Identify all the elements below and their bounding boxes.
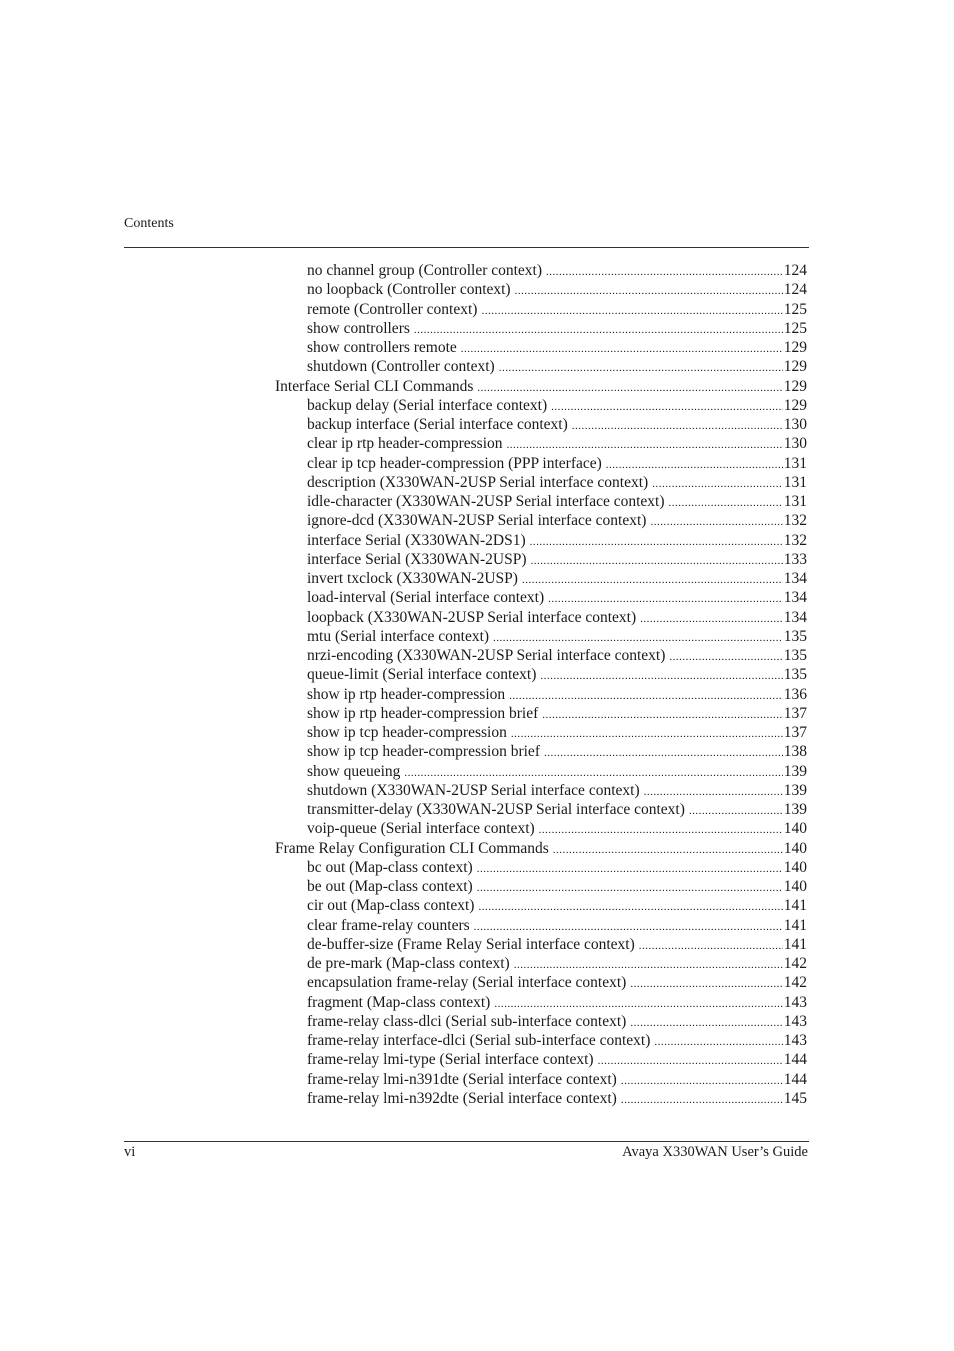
toc-entry-page: 131 — [783, 473, 807, 491]
toc-entry[interactable] — [307, 685, 807, 704]
toc-entry[interactable] — [307, 300, 807, 319]
toc-dot-leader — [514, 956, 783, 975]
toc-section-entry[interactable] — [275, 839, 807, 858]
toc-dot-leader — [507, 436, 783, 455]
toc-dot-leader — [511, 725, 783, 744]
page-number: vi — [124, 1144, 136, 1160]
toc-dot-leader — [477, 860, 783, 879]
toc-entry-label: load-interval (Serial interface context) — [307, 589, 545, 607]
header-rule — [124, 247, 809, 248]
toc-entry-page: 138 — [783, 743, 807, 761]
toc-entry-page: 131 — [783, 454, 807, 472]
toc-entry-label: show queueing — [307, 762, 401, 780]
toc-entry-label: clear frame-relay counters — [307, 916, 470, 934]
toc-entry-label: nrzi-encoding (X330WAN-2USP Serial interface context) — [307, 647, 666, 664]
toc-entry-label: frame-relay interface-dlci (Serial sub-interface context) — [307, 1032, 651, 1049]
toc-dot-leader — [539, 821, 783, 840]
toc-entry[interactable] — [307, 916, 807, 935]
toc-dot-leader — [669, 494, 783, 513]
toc-entry[interactable] — [307, 935, 807, 954]
toc-entry-label: description (X330WAN-2USP Serial interface context) — [307, 473, 649, 491]
toc-entry[interactable] — [307, 646, 807, 665]
toc-entry-label: show ip tcp header-compression brief — [307, 743, 540, 761]
toc-entry-label: shutdown (Controller context) — [307, 358, 495, 376]
toc-entry[interactable] — [307, 665, 807, 684]
toc-entry-page: 135 — [783, 666, 807, 684]
toc-entry[interactable] — [307, 1031, 807, 1050]
toc-dot-leader — [644, 783, 783, 802]
toc-entry-label: voip-queue (Serial interface context) — [307, 820, 535, 838]
toc-section-entry[interactable] — [275, 377, 807, 396]
toc-entry[interactable] — [307, 973, 807, 992]
toc-entry-page: 142 — [783, 955, 807, 972]
toc-entry[interactable] — [307, 627, 807, 646]
toc-entry-page: 140 — [783, 820, 807, 838]
toc-entry-page: 143 — [783, 993, 807, 1011]
toc-entry[interactable] — [307, 1070, 807, 1089]
toc-entry[interactable] — [307, 1050, 807, 1069]
toc-entry-page: 132 — [783, 512, 807, 530]
toc-entry-page: 139 — [783, 762, 807, 780]
toc-entry[interactable] — [307, 819, 807, 838]
toc-entry-page: 134 — [783, 570, 807, 587]
toc-entry-label: fragment (Map-class context) — [307, 993, 491, 1011]
toc-dot-leader — [654, 1033, 782, 1052]
toc-dot-leader — [461, 340, 783, 359]
toc-dot-leader — [598, 1052, 783, 1071]
toc-entry-page: 142 — [783, 974, 807, 992]
toc-entry[interactable] — [307, 1012, 807, 1031]
toc-entry-label: invert txclock (X330WAN-2USP) — [307, 570, 518, 587]
toc-dot-leader — [404, 764, 782, 783]
toc-entry-label: frame-relay class-dlci (Serial sub-interface context) — [307, 1012, 627, 1030]
running-header: Contents — [124, 216, 174, 231]
book-title: Avaya X330WAN User’s Guide — [622, 1144, 808, 1160]
toc-entry-page: 135 — [783, 647, 807, 664]
toc-entry-label: be out (Map-class context) — [307, 878, 473, 895]
toc-entry[interactable] — [307, 858, 807, 877]
toc-entry-label: loopback (X330WAN-2USP Serial interface context) — [307, 608, 637, 626]
toc-dot-leader — [572, 417, 783, 436]
toc-entry[interactable] — [307, 896, 807, 915]
toc-dot-leader — [652, 475, 783, 494]
toc-entry-label: frame-relay lmi-n392dte (Serial interface context) — [307, 1089, 617, 1107]
toc-entry-page: 139 — [783, 781, 807, 799]
toc-entry-label: encapsulation frame-relay (Serial interface context) — [307, 974, 627, 992]
toc-dot-leader — [640, 610, 783, 629]
toc-entry-label: shutdown (X330WAN-2USP Serial interface context) — [307, 781, 640, 799]
toc-entry[interactable] — [307, 588, 807, 607]
toc-entry-page: 141 — [783, 897, 807, 915]
toc-entry-page: 133 — [783, 550, 807, 568]
toc-entry-page: 135 — [783, 627, 807, 645]
toc-entry[interactable] — [307, 357, 807, 376]
toc-entry-label: show ip rtp header-compression — [307, 685, 506, 703]
toc-entry-label: cir out (Map-class context) — [307, 897, 475, 915]
toc-dot-leader — [689, 802, 783, 821]
toc-entry-page: 134 — [783, 608, 807, 626]
toc-entry-label: bc out (Map-class context) — [307, 858, 473, 876]
toc-dot-leader — [515, 282, 783, 301]
toc-entry-page: 129 — [783, 377, 807, 395]
toc-dot-leader — [669, 648, 782, 667]
toc-entry-page: 141 — [783, 935, 807, 953]
toc-entry-page: 143 — [783, 1032, 807, 1049]
toc-entry[interactable] — [307, 569, 807, 588]
toc-entry-label: frame-relay lmi-n391dte (Serial interface context) — [307, 1070, 617, 1088]
toc-entry-page: 140 — [783, 878, 807, 895]
toc-entry[interactable] — [307, 338, 807, 357]
toc-entry-label: no channel group (Controller context) — [307, 262, 543, 279]
toc-entry[interactable] — [307, 531, 807, 550]
toc-entry-label: show ip rtp header-compression brief — [307, 704, 539, 722]
toc-entry-page: 134 — [783, 589, 807, 607]
toc-entry[interactable] — [307, 550, 807, 569]
toc-dot-leader — [606, 456, 783, 475]
toc-entry-page: 132 — [783, 531, 807, 549]
toc-entry[interactable] — [307, 454, 807, 473]
toc-entry-label: backup interface (Serial interface context) — [307, 416, 568, 433]
toc-entry-page: 125 — [783, 319, 807, 337]
toc-entry[interactable] — [307, 608, 807, 627]
toc-entry-label: clear ip tcp header-compression (PPP interface) — [307, 454, 602, 472]
toc-entry-page: 129 — [783, 396, 807, 414]
toc-entry-label: Frame Relay Configuration CLI Commands — [275, 839, 549, 857]
toc-entry[interactable] — [307, 954, 807, 973]
toc-dot-leader — [542, 706, 782, 725]
toc-dot-leader — [474, 918, 783, 937]
toc-dot-leader — [509, 687, 783, 706]
toc-entry-label: no loopback (Controller context) — [307, 281, 511, 299]
toc-entry-page: 145 — [783, 1089, 807, 1107]
toc-entry[interactable] — [307, 781, 807, 800]
toc-entry-label: queue-limit (Serial interface context) — [307, 666, 537, 684]
toc-dot-leader — [540, 667, 782, 686]
toc-entry[interactable] — [307, 1089, 807, 1108]
toc-entry-label: show ip tcp header-compression — [307, 724, 507, 741]
toc-entry-page: 129 — [783, 358, 807, 376]
toc-dot-leader — [639, 937, 783, 956]
toc-entry-label: de-buffer-size (Frame Relay Serial interface context) — [307, 935, 635, 953]
toc-entry[interactable] — [307, 492, 807, 511]
toc-entry[interactable] — [307, 723, 807, 742]
toc-entry-page: 136 — [783, 685, 807, 703]
toc-dot-leader — [494, 995, 782, 1014]
toc-entry-page: 130 — [783, 416, 807, 433]
toc-entry-page: 140 — [783, 858, 807, 876]
toc-dot-leader — [548, 590, 783, 609]
toc-entry-page: 137 — [783, 704, 807, 722]
toc-dot-leader — [553, 841, 783, 860]
toc-entry-page: 124 — [783, 262, 807, 279]
toc-entry-label: de pre-mark (Map-class context) — [307, 955, 510, 972]
toc-entry[interactable] — [307, 877, 807, 896]
toc-entry-label: idle-character (X330WAN-2USP Serial interface context) — [307, 493, 665, 510]
toc-dot-leader — [522, 571, 783, 590]
toc-entry-label: mtu (Serial interface context) — [307, 627, 490, 645]
toc-dot-leader — [621, 1072, 783, 1091]
toc-entry[interactable] — [307, 742, 807, 761]
toc-entry-label: remote (Controller context) — [307, 300, 478, 318]
toc-dot-leader — [650, 513, 782, 532]
toc-entry[interactable] — [307, 800, 807, 819]
toc-dot-leader — [477, 879, 783, 898]
toc-dot-leader — [499, 359, 783, 378]
toc-entry[interactable] — [307, 396, 807, 415]
toc-dot-leader — [630, 975, 782, 994]
toc-dot-leader — [546, 263, 783, 282]
toc-entry[interactable] — [307, 511, 807, 530]
toc-entry[interactable] — [307, 261, 807, 280]
toc-entry-label: interface Serial (X330WAN-2USP) — [307, 550, 527, 568]
toc-dot-leader — [530, 533, 783, 552]
toc-entry-page: 143 — [783, 1012, 807, 1030]
toc-entry-label: interface Serial (X330WAN-2DS1) — [307, 531, 526, 549]
toc-dot-leader — [481, 302, 782, 321]
toc-entry-page: 129 — [783, 339, 807, 356]
toc-entry-page: 137 — [783, 724, 807, 741]
toc-entry-page: 139 — [783, 801, 807, 818]
toc-entry-page: 144 — [783, 1051, 807, 1069]
toc-entry[interactable] — [307, 762, 807, 781]
toc-entry-label: show controllers remote — [307, 339, 457, 356]
toc-entry-page: 124 — [783, 281, 807, 299]
toc-entry[interactable] — [307, 280, 807, 299]
footer-rule — [124, 1141, 809, 1142]
toc-entry-label: frame-relay lmi-type (Serial interface context) — [307, 1051, 594, 1069]
toc-dot-leader — [551, 398, 783, 417]
toc-dot-leader — [630, 1014, 782, 1033]
toc-entry[interactable] — [307, 993, 807, 1012]
toc-entry[interactable] — [307, 473, 807, 492]
toc-entry-label: show controllers — [307, 319, 410, 337]
toc-entry[interactable] — [307, 434, 807, 453]
toc-entry-label: Interface Serial CLI Commands — [275, 377, 474, 395]
toc-dot-leader — [493, 629, 783, 648]
toc-dot-leader — [478, 898, 782, 917]
toc-entry-page: 140 — [783, 839, 807, 857]
toc-entry-label: transmitter-delay (X330WAN-2USP Serial interface context) — [307, 801, 685, 818]
toc-entry-label: ignore-dcd (X330WAN-2USP Serial interface context) — [307, 512, 647, 530]
toc-entry[interactable] — [307, 704, 807, 723]
toc-dot-leader — [531, 552, 783, 571]
toc-entry-page: 125 — [783, 300, 807, 318]
toc-dot-leader — [544, 744, 783, 763]
toc-entry[interactable] — [307, 319, 807, 338]
toc-entry-label: backup delay (Serial interface context) — [307, 396, 548, 414]
toc-entry[interactable] — [307, 415, 807, 434]
toc-entry-page: 130 — [783, 435, 807, 453]
toc-entry-page: 141 — [783, 916, 807, 934]
toc-entry-label: clear ip rtp header-compression — [307, 435, 503, 453]
toc-dot-leader — [477, 379, 782, 398]
toc-entry-page: 144 — [783, 1070, 807, 1088]
toc-entry-page: 131 — [783, 493, 807, 510]
toc-dot-leader — [414, 321, 783, 340]
toc-dot-leader — [621, 1091, 783, 1110]
